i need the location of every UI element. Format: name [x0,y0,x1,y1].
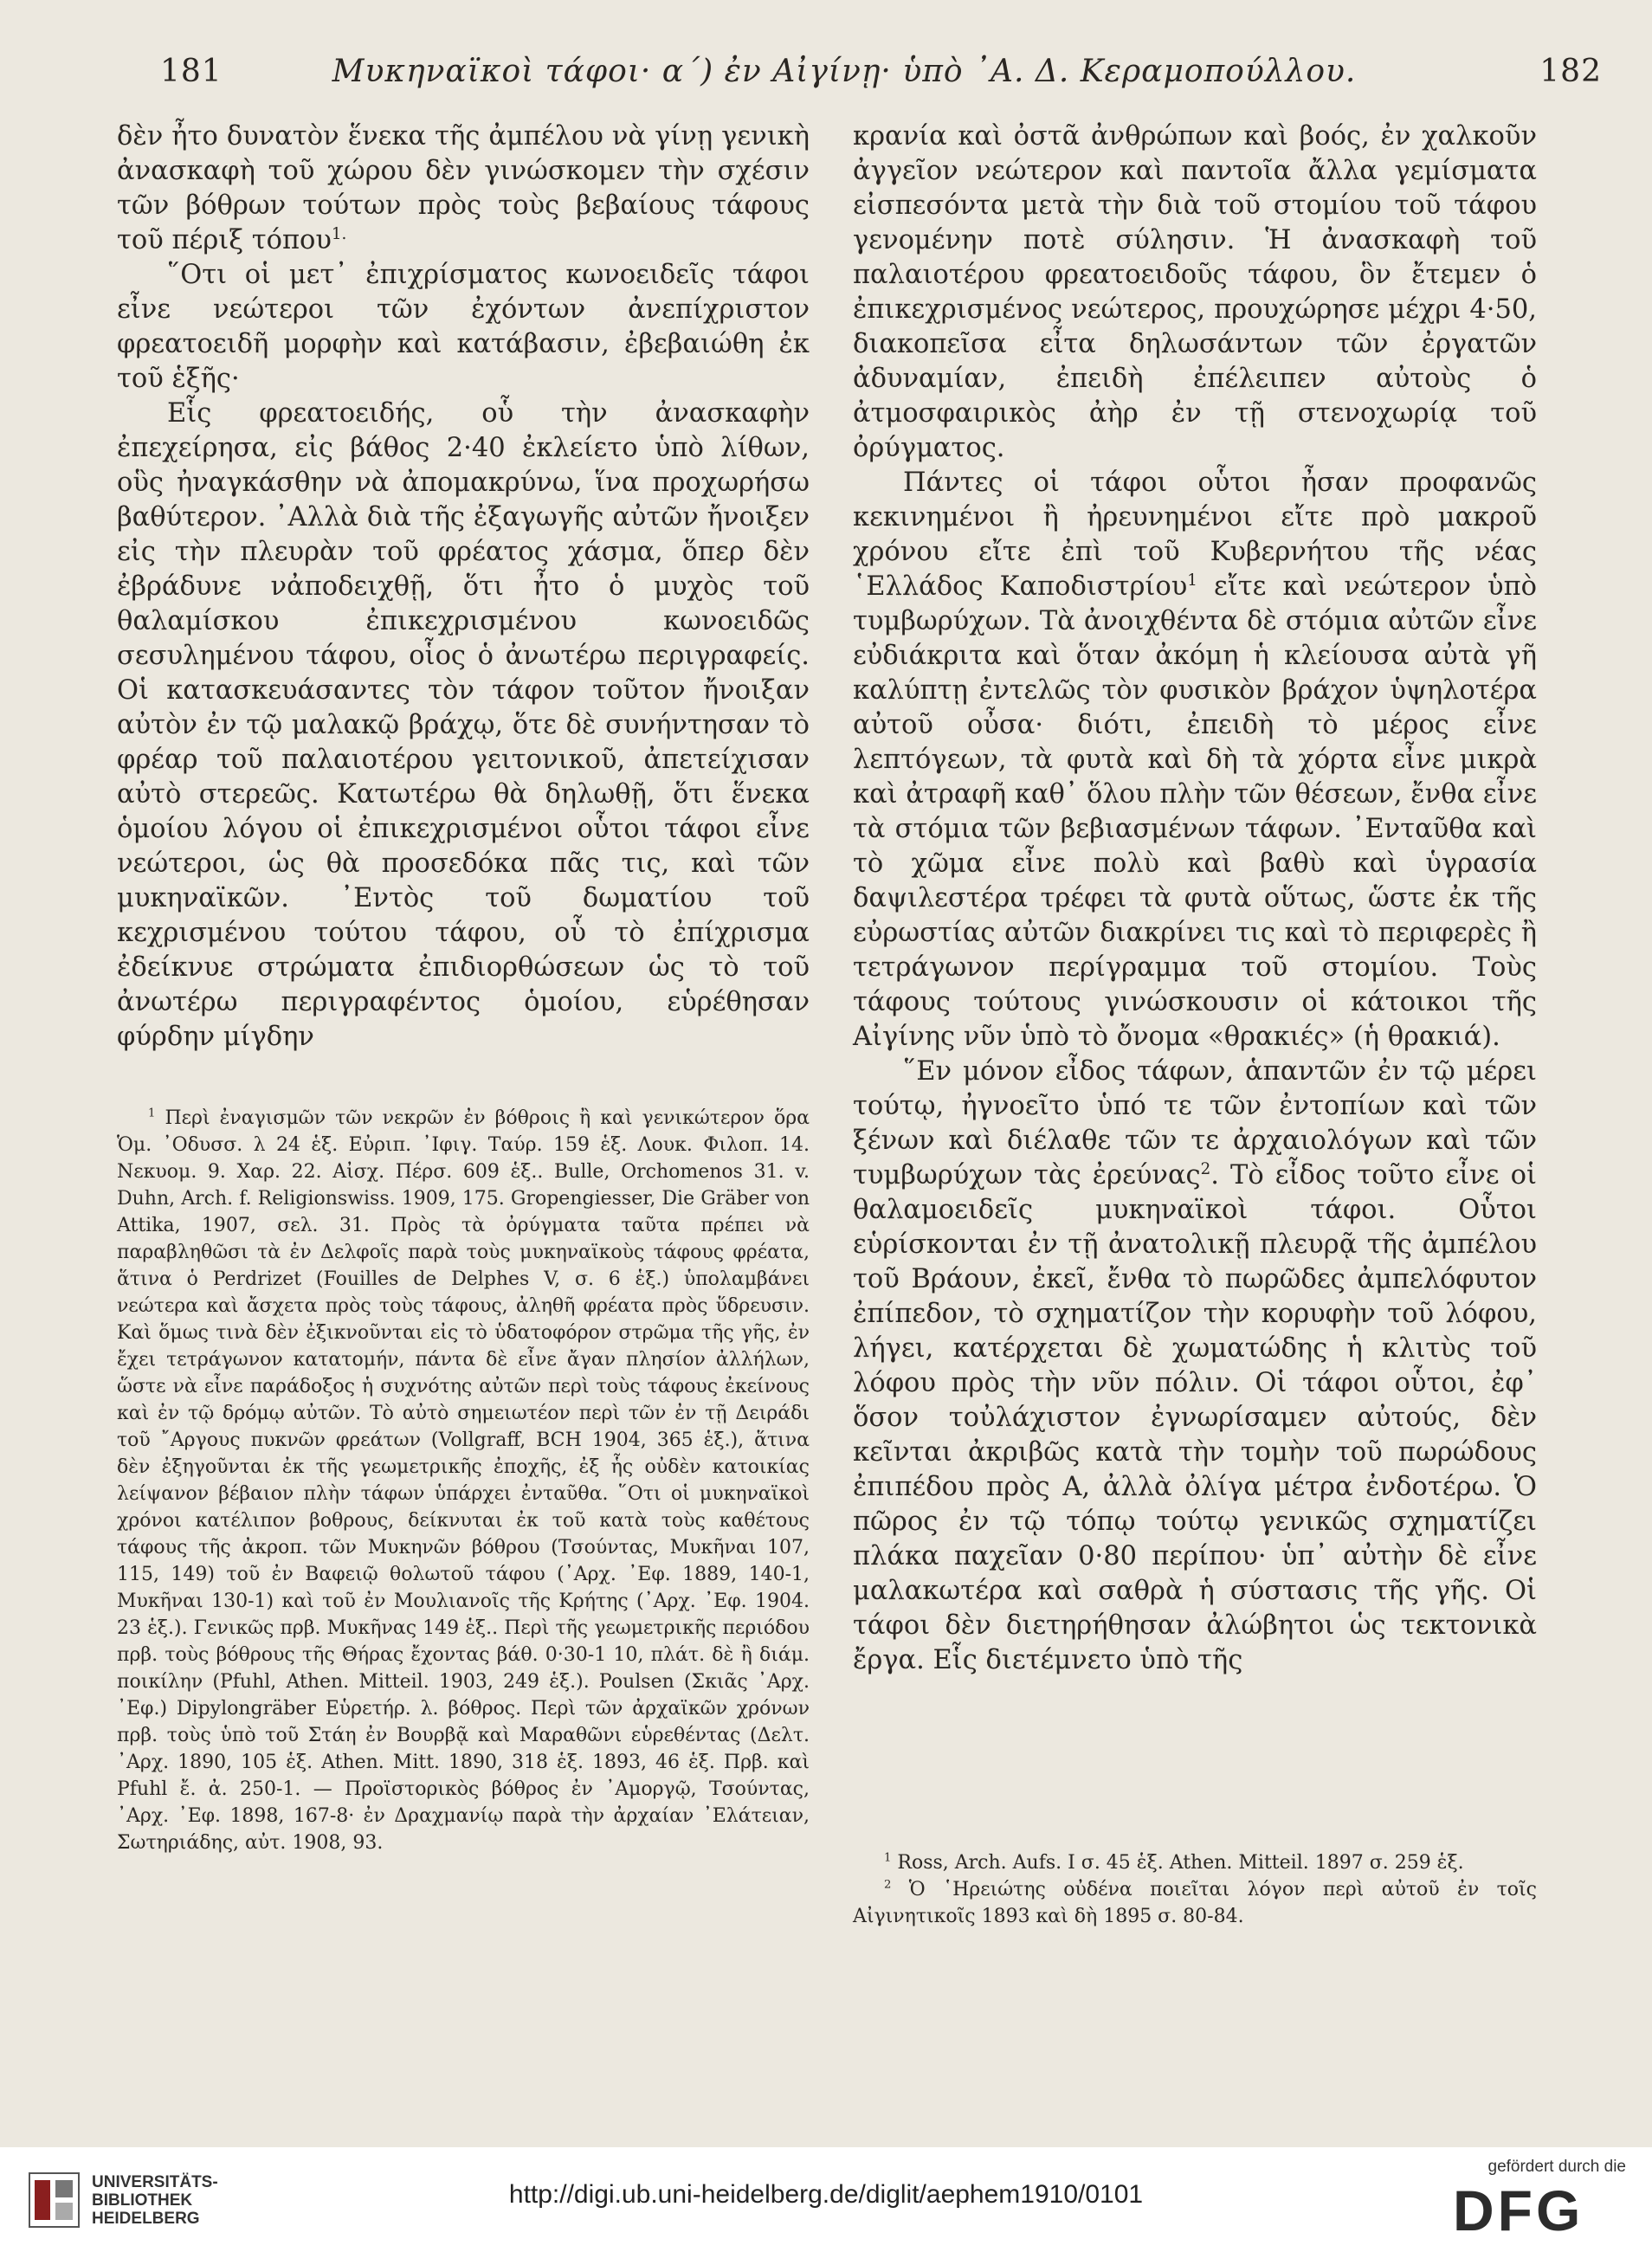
source-url-link[interactable]: http://digi.ub.uni-heidelberg.de/diglit/aephem1910/0101 [508,2180,1144,2209]
left-column [117,119,810,1055]
funder-label: gefördert durch die [1487,2158,1626,2176]
right-paragraph-3a: ῞Εν μόνον εἶδος τάφων, ἁπαντῶν ἐν τῷ μέρει τούτῳ, ἠγνοεῖτο ὑπό τε τῶν ἐντοπίων καὶ τῶν ξένων καὶ διέλαθε τῶν τε ἀρχαιολόγων καὶ τῶν τυμβωρύχων τὰς ἐρεύνας [853,1056,1537,1191]
right-paragraph-1: κρανία καὶ ὀστᾶ ἀνθρώπων καὶ βοός, ἐν χαλκοῦν ἀγγεῖον νεώτερον καὶ παντοῖα ἄλλα γεμίσματα εἰσπεσόντα μετὰ τὴν διὰ τοῦ στομίου τοῦ τάφου γενομένην ποτὲ σύλησιν. Ἡ ἀνασκαφὴ τοῦ παλαιοτέρου φρεατοειδοῦς τάφου, ὃν ἔτεμεν ὁ ἐπικεχρισμένος νεώτερος, προυχώρησε μέχρι 4·50, διακοπεῖσα εἶτα δηλωσάντων τῶν ἐργατῶν ἀδυναμίαν, ἐπειδὴ ἐπέλειπεν αὐτοὺς ὁ ἀτμοσφαιρικὸς ἀὴρ ἐν τῇ στενοχωρίᾳ τοῦ ὀρύγματος. [853,121,1537,463]
footnote-text: Περὶ ἐναγισμῶν τῶν νεκρῶν ἐν βόθροις ἢ καὶ γενικώτερον ὅρα Ὁμ. ᾿Οδυσσ. λ 24 ἑξ. Εὐριπ. ᾿Ιφιγ. Ταύρ. 159 ἑξ. Λουκ. Φιλοπ. 14. Νεκυομ. 9. Χαρ. 22. Αἰσχ. Πέρσ. 609 ἑξ.. Bulle, Orchomenos 31. v. Duhn, Arch. f. Religionswiss. 1909, 175. Gropengiesser, Die Gräber von Attika, 1907, σελ. 31. Πρὸς τὰ ὀρύγματα ταῦτα πρέπει νὰ παραβληθῶσι τὰ ἐν Δελφοῖς παρὰ τοὺς μυκηναϊκοὺς τάφους φρέατα, ἅτινα ὁ Perdrizet (Fouilles de Delphes V, σ. 6 ἑξ.) ὑπολαμβάνει νεώτερα καὶ ἄσχετα πρὸς τοὺς τάφους, ἀληθῆ φρέατα πρὸς ὕδρευσιν. Καὶ ὅμως τινὰ δὲν ἐξικνοῦνται εἰς τὸ ὑδατοφόρον στρῶμα τῆς γῆς, ἐν ἔχει τετράγωνον κατατομήν, πάντα δὲ εἶνε ἄγαν πλησίον ἀλλήλων, ὥστε νὰ εἶνε παράδοξος ἡ συχνότης αὐτῶν περὶ τοὺς τάφους ἐκείνους καὶ ἐν τῷ δρόμῳ αὐτῶν. Τὸ αὐτὸ σημειωτέον περὶ τῶν ἐν τῇ Δειράδι τοῦ ῎Αργους πυκνῶν φρεάτων (Vollgraff, BCH 1904, 365 ἑξ.), ἅτινα δὲν ἐξηγοῦνται ἐκ τῆς γεωμετρικῆς ἐποχῆς, ἐξ ἧς οὐδὲν κατοικίας λείψανον βέβαιον πλὴν τάφων ὑπάρχει ἐνταῦθα. ῞Οτι οἱ μυκηναϊκοὶ χρόνοι κατέλιπον βοθρους, δείκνυται ἐκ τοῦ κατὰ τοὺς καθέτους τάφους τῆς ἀκροπ. τῶν Μυκηνῶν βόθρου (Τσούντας, Μυκῆναι 107, 115, 149) τοῦ ἐν Βαφειῷ θολωτοῦ τάφου (᾿Αρχ. ᾿Εφ. 1889, 140-1, Μυκῆναι 130-1) καὶ τοῦ ἐν Μουλιανοῖς τῆς Κρήτης (᾿Αρχ. ᾿Εφ. 1904. 23 ἑξ.). Γενικῶς πρβ. Μυκῆνας 149 ἑξ.. Περὶ τῆς γεωμετρικῆς περιόδου πρβ. τοὺς βόθρους τῆς Θήρας ἔχοντας βάθ. 0·30-1 10, πλάτ. δὲ ἢ διάμ. ποικίλην (Pfuhl, Athen. Mitteil. 1903, 249 ἑξ.). Poulsen (Σκιᾶς ᾿Αρχ. ᾿Εφ.) Dipylongräber Εὑρετήρ. λ. βόθρος. Περὶ τῶν ἀρχαϊκῶν χρόνων πρβ. τοὺς ὑπὸ τοῦ Στάη ἐν Βουρβᾷ καὶ Μαραθῶνι εὑρεθέντας (Δελτ. ᾿Αρχ. 1890, 105 ἑξ. Athen. Mitt. 1890, 318 ἑξ. 1893, 46 ἑξ. Πρβ. καὶ Pfuhl ἔ. ἀ. 250-1. — Προϊστορικὸς βόθρος ἐν ᾿Αμοργῷ, Τσούντας, ᾿Αρχ. ᾿Εφ. 1898, 167-8· ἐν Δραχμανίῳ παρὰ τὴν ἀρχαίαν ᾿Ελάτειαν, Σωτηριάδης, αὐτ. 1908, 93. [117,1107,810,1854]
page-number-right: 182 [1539,54,1602,89]
right-paragraph-2b: εἴτε καὶ νεώτερον ὑπὸ τυμβωρύχων. Τὰ ἀνοιχθέντα δὲ στόμια αὐτῶν εἶνε εὐδιάκριτα καὶ ὅταν ἀκόμη ἡ κλείουσα αὐτὰ γῆ καλύπτῃ ἐντελῶς τὸν φυσικὸν βράχον ὑψηλοτέρα αὐτοῦ οὖσα· διότι, ἐπειδὴ τὸ μέρος εἶνε λεπτόγεων, τὰ φυτὰ καὶ δὴ τὰ χόρτα εἶνε μικρὰ καὶ ἀτραφῆ καθ᾿ ὅλου πλὴν τῶν θέσεων, ἔνθα εἶνε τὰ στόμια τῶν βεβιασμένων τάφων. ᾿Ενταῦθα καὶ τὸ χῶμα εἶνε πολὺ καὶ βαθὺ καὶ ὑγρασία δαψιλεστέρα τρέφει τὰ φυτὰ οὕτως, ὥστε ἐκ τῆς εὐρωστίας αὐτῶν διακρίνει τις καὶ τὸ περιφερὲς ἢ τετράγωνον περίγραμμα τοῦ στομίου. Τοὺς τάφους τούτους γινώσκουσιν οἱ κάτοικοι τῆς Αἰγίνης νῦν ὑπὸ τὸ ὄνομα «θρακιές» (ἡ θρακιά). [853,571,1537,1052]
page-number-left: 181 [160,54,223,89]
footnote-text: Ὁ ῾Ηρειώτης οὐδένα ποιεῖται λόγον περὶ αὐτοῦ ἐν τοῖς Αἰγινητικοῖς 1893 καὶ δὴ 1895 σ. 80-84. [853,1879,1537,1927]
left-paragraph-1-text: δὲν ἦτο δυνατὸν ἕνεκα τῆς ἀμπέλου νὰ γίνῃ γενικὴ ἀνασκαφὴ τοῦ χώρου δὲν γινώσκομεν τὴν σχέσιν τῶν βόθρων τούτων πρὸς τοὺς βεβαίους τάφους τοῦ πέριξ τόπου [117,121,810,255]
dfg-logo-icon [1453,2180,1626,2237]
footnote-1-left [117,1105,810,1856]
footnote-ref: 1. [331,224,347,243]
running-title: Μυκηναϊκοὶ τάφοι· α΄) ἐν Αἰγίνῃ· ὑπὸ ᾿Α. Δ. Κεραμοπούλλου. [332,54,1357,89]
footnote-mark: 1 [148,1107,156,1120]
library-line-3: HEIDELBERG [92,2210,200,2228]
left-paragraph-2: ῞Οτι οἱ μετ᾿ ἐπιχρίσματος κωνοειδεῖς τάφοι εἶνε νεώτεροι τῶν ἐχόντων ἀνεπίχριστον φρεατοειδῆ μορφὴν καὶ κατάβασιν, ἐβεβαιώθη ἐκ τοῦ ἑξῆς· [117,260,810,394]
right-column [853,119,1537,1678]
right-paragraph-3 [853,1055,1537,1678]
right-paragraph-2a: Πάντες οἱ τάφοι οὗτοι ἦσαν προφανῶς κεκινημένοι ἢ ἠρευνημένοι εἴτε πρὸ μακροῦ χρόνου εἴτε ἐπὶ τοῦ Κυβερνήτου τῆς νέας ῾Ελλάδος Καποδιστρίου [853,468,1537,602]
footnote-mark: 2 [884,1878,892,1892]
footnote-mark: 1 [884,1851,892,1865]
footnote-text: Ross, Arch. Aufs. I σ. 45 ἑξ. Athen. Mitteil. 1897 σ. 259 ἑξ. [897,1852,1464,1874]
left-paragraph-1 [117,119,810,258]
digitization-footer [0,2147,1652,2252]
right-paragraph-3b: . Τὸ εἶδος τοῦτο εἶνε οἱ θαλαμοειδεῖς μυκηναϊκοὶ τάφοι. Οὗτοι εὑρίσκονται ἐν τῇ ἀνατολικῇ πλευρᾷ τῆς ἀμπέλου τοῦ Βράουν, ἐκεῖ, ἔνθα τὸ πωρῶδες ἀμπελόφυτον ἐπίπεδον, τὸ σχηματίζον τὴν κορυφὴν τοῦ λόφου, λήγει, κατέρχεται δὲ χωματώδης ἡ κλιτὺς τοῦ λόφου πρὸς τὴν νῦν πόλιν. Οἱ τάφοι οὗτοι, ἐφ᾿ ὅσον τοὐλάχιστον ἐγνωρίσαμεν αὐτούς, δὲν κεῖνται ἀκριβῶς κατὰ τὴν τομὴν τοῦ πωρώδους ἐπιπέδου πρὸς Α, ἀλλὰ ὀλίγα μέτρα ἐνδοτέρω. Ὁ πῶρος ἐν τῷ τόπῳ τούτῳ γενικῶς σχηματίζει πλάκα παχεῖαν 0·80 περίπου· ὑπ᾿ αὐτὴν δὲ εἶνε μαλακωτέρα καὶ σαθρὰ ἡ σύστασις τῆς γῆς. Οἱ τάφοι δὲν διετηρήθησαν ἀλώβητοι ὡς τεκτονικὰ ἔργα. Εἷς διετέμνετο ὑπὸ τῆς [853,1160,1537,1675]
right-footnotes [853,1849,1537,1930]
footnote-ref: 1 [1187,571,1197,590]
footnote-ref: 2 [1200,1159,1211,1178]
library-line-1: UNIVERSITÄTS- [92,2173,218,2191]
footnote-2-right [853,1876,1537,1930]
footnote-1-right [853,1849,1537,1876]
left-paragraph-3: Εἷς φρεατοειδής, οὗ τὴν ἀνασκαφὴν ἐπεχείρησα, εἰς βάθος 2·40 ἐκλείετο ὑπὸ λίθων, οὓς ἠναγκάσθην νὰ ἀπομακρύνω, ἵνα προχωρήσω βαθύτερον. ᾿Αλλὰ διὰ τῆς ἐξαγωγῆς αὐτῶν ἤνοιξεν εἰς τὴν πλευρὰν τοῦ φρέατος χάσμα, ὅπερ δὲν ἐβράδυνε νἀποδειχθῇ, ὅτι ἦτο ὁ μυχὸς τοῦ θαλαμίσκου ἐπικεχρισμένου κωνοειδῶς σεσυλημένου τάφου, οἷος ὁ ἀνωτέρω περιγραφείς. Οἱ κατασκευάσαντες τὸν τάφον τοῦτον ἤνοιξαν αὐτὸν ἐν τῷ μαλακῷ βράχῳ, ὅτε δὲ συνήντησαν τὸ φρέαρ τοῦ παλαιοτέρου γειτονικοῦ, ἀπετείχισαν αὐτὸ στερεῶς. Κατωτέρω θὰ δηλωθῇ, ὅτι ἕνεκα ὁμοίου λόγου οἱ ἐπικεχρισμένοι οὗτοι τάφοι εἶνε νεώτεροι, ὡς θὰ προσεδόκα πᾶς τις, καὶ τῶν μυκηναϊκῶν. ᾿Εντὸς τοῦ δωματίου τοῦ κεχρισμένου τούτου τάφου, οὗ τὸ ἐπίχρισμα ἐδείκνυε στρώματα ἐπιδιορθώσεων ὡς τὸ τοῦ ἀνωτέρω περιγραφέντος ὁμοίου, εὑρέθησαν φύρδην μίγδην [117,398,810,1052]
dfg-logo-text: DFG [1453,2180,1584,2237]
running-header [113,54,1602,102]
right-paragraph-2 [853,466,1537,1055]
left-footnotes [117,1105,810,1856]
library-line-2: BIBLIOTHEK [92,2191,193,2210]
